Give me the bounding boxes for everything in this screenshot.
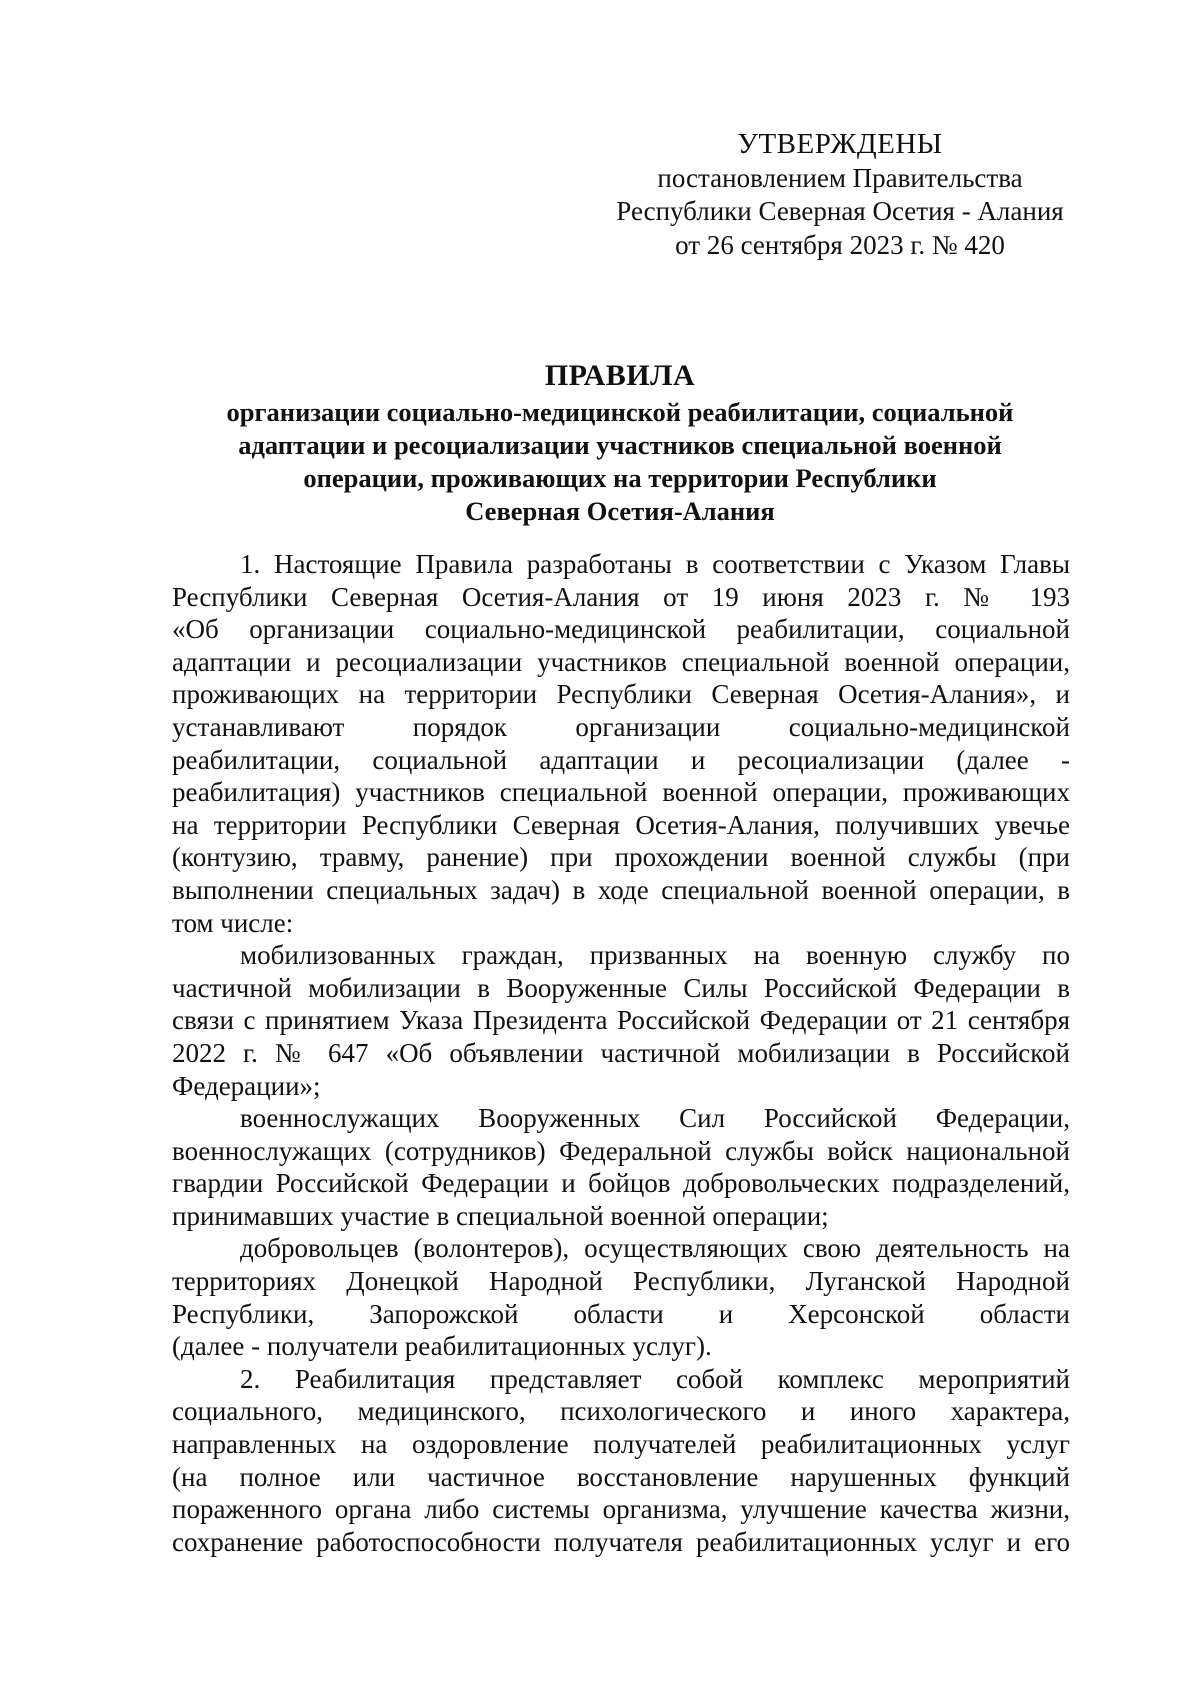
body-line: частичной мобилизации в Вооруженные Силы Российской Федерации в (172, 972, 1070, 1003)
body-line: военнослужащих (сотрудников) Федеральной службы войск национальной (172, 1135, 1070, 1166)
body-line: устанавливают порядок организации социально-медицинской (172, 711, 1070, 742)
title-line: Северная Осетия-Алания (465, 496, 775, 526)
body-line: (на полное или частичное восстановление нарушенных функций (172, 1461, 1070, 1492)
body-line: адаптации и ресоциализации участников специальной военной операции, (172, 646, 1070, 677)
body-line: (далее - получатели реабилитационных услуг). (172, 1331, 712, 1362)
body-line: выполнении специальных задач) в ходе специальной военной операции, в (172, 874, 1070, 905)
body-line: реабилитации, социальной адаптации и ресоциализации (далее - (172, 744, 1070, 775)
body-line: добровольцев (волонтеров), осуществляющих свою деятельность на (240, 1233, 1070, 1264)
body-line: том числе: (172, 907, 294, 938)
approval-stamp (590, 128, 1090, 262)
body-line: связи с принятием Указа Президента Российской Федерации от 21 сентября (172, 1005, 1070, 1036)
title-line: операции, проживающих на территории Республики (303, 463, 937, 493)
body-line: проживающих на территории Республики Северная Осетия-Алания», и (172, 679, 1070, 710)
approval-line-3: от 26 сентября 2023 г. № 420 (675, 229, 1005, 260)
body-line: Федерации»; (172, 1070, 321, 1101)
body-line: 2. Реабилитация представляет собой комплекс мероприятий (240, 1363, 1070, 1394)
title-line: адаптации и ресоциализации участников специальной военной (238, 430, 1002, 460)
body-line: на территории Республики Северная Осетия-Алания, получивших увечье (172, 809, 1070, 840)
approval-heading: УТВЕРЖДЕНЫ (737, 128, 943, 160)
body-line: пораженного органа либо системы организма, улучшение качества жизни, (172, 1494, 1070, 1525)
body-line: Республики Северная Осетия-Алания от 19 июня 2023 г. № 193 (172, 581, 1070, 612)
body-line: гвардии Российской Федерации и бойцов добровольческих подразделений, (172, 1168, 1070, 1199)
body-line: военнослужащих Вооруженных Сил Российской Федерации, (240, 1103, 1070, 1134)
document-title (180, 356, 1060, 528)
body-line: социального, медицинского, психологического и иного характера, (172, 1396, 1070, 1427)
body-line: сохранение работоспособности получателя реабилитационных услуг и его (172, 1526, 1070, 1557)
approval-line-2: Республики Северная Осетия - Алания (616, 196, 1064, 226)
body-line: «Об организации социально-медицинской реабилитации, социальной (172, 614, 1070, 645)
title-heading: ПРАВИЛА (544, 359, 696, 392)
body-line: принимавших участие в специальной военной операции; (172, 1200, 829, 1231)
body-line: (контузию, травму, ранение) при прохождении военной службы (при (172, 842, 1070, 873)
approval-line-1: постановлением Правительства (657, 162, 1023, 193)
body-line: территориях Донецкой Народной Республики, Луганской Народной (172, 1266, 1070, 1297)
body-line: Республики, Запорожской области и Херсонской области (172, 1298, 1070, 1329)
body-line: 1. Настоящие Правила разработаны в соответствии с Указом Главы (240, 549, 1070, 579)
title-line: организации социально-медицинской реабилитации, социальной (226, 397, 1014, 427)
document-body (172, 548, 1070, 1558)
body-line: направленных на оздоровление получателей реабилитационных услуг (172, 1429, 1070, 1460)
body-line: мобилизованных граждан, призванных на военную службу по (240, 940, 1070, 971)
body-line: реабилитация) участников специальной военной операции, проживающих (172, 777, 1070, 808)
body-line: 2022 г. № 647 «Об объявлении частичной мобилизации в Российской (172, 1037, 1070, 1068)
